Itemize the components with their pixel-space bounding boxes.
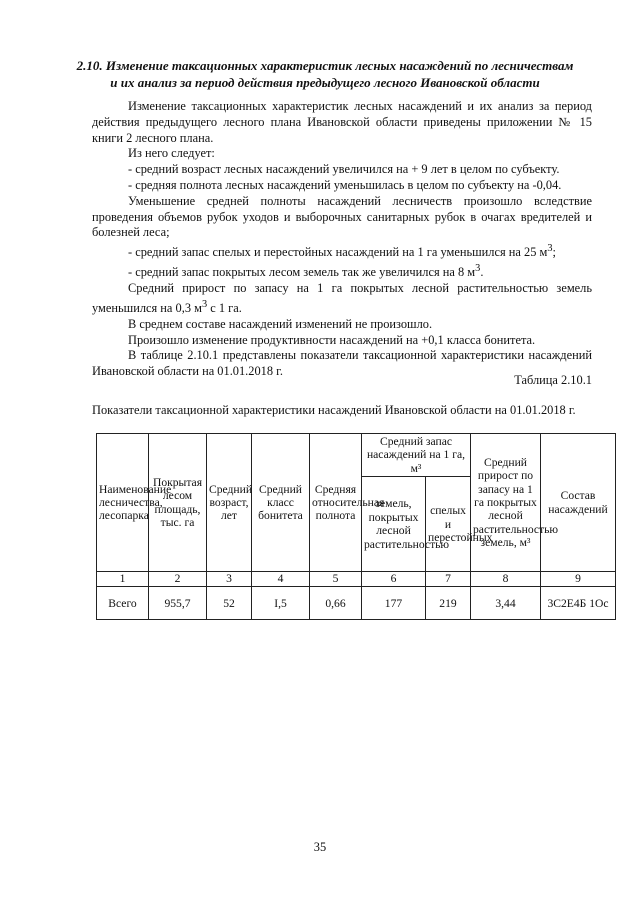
paragraph-density-reason: Уменьшение средней полноты насаждений лесничеств произошло вследствие проведения объемов рубок уходов и выборочных санитарных рубок в очагах вредителей и болезней леса; [92, 193, 592, 240]
header-bonitet: Средний класс бонитета [252, 434, 310, 572]
header-age: Средний возраст, лет [207, 434, 252, 572]
table-title: Показатели таксационной характеристики насаждений Ивановской области на 01.01.2018 г. [92, 403, 576, 417]
body-text [92, 99, 592, 380]
cell-increment: 3,44 [471, 587, 541, 620]
header-increment: Средний прирост по запасу на 1 га покрытых лесной растительностью земель, м³ [471, 434, 541, 572]
column-number: 8 [471, 572, 541, 587]
column-number: 1 [97, 572, 149, 587]
cell-composition: 3С2Е4Б 1Ос [541, 587, 616, 620]
paragraph-productivity: Произошло изменение продуктивности насаждений на +0,1 класса бонитета. [128, 332, 536, 347]
cell-age: 52 [207, 587, 252, 620]
column-number: 7 [426, 572, 471, 587]
cell-name: Всего [97, 587, 149, 620]
header-composition: Состав насаждений [541, 434, 616, 572]
section-heading [60, 57, 590, 91]
column-number: 6 [362, 572, 426, 587]
cell-stock-mature: 219 [426, 587, 471, 620]
column-number: 5 [310, 572, 362, 587]
paragraph-age: - средний возраст лесных насаждений увеличился на + 9 лет в целом по субъекту. [128, 162, 560, 177]
column-number-row [97, 572, 616, 587]
cell-stock-covered: 177 [362, 587, 426, 620]
table-row [97, 587, 616, 620]
header-stock-mature: спелых и перестойных [426, 477, 471, 572]
paragraph-covered-stock: - средний запас покрытых лесом земель так же увеличился на 8 $м^3$. [128, 263, 484, 280]
paragraph-intro: Изменение таксационных характеристик лесных насаждений и их анализ за период действия предыдущего лесного плана Ивановской области приведены приложении № 15 книги 2 лесного плана. [92, 99, 592, 145]
header-density: Средняя относительная полнота [310, 434, 362, 572]
paragraph-increment: Средний прирост по запасу на 1 га покрытых лесной растительностью земель уменьшился на 0,3 $м^3$ с 1 га. [92, 281, 592, 315]
paragraph-composition: В среднем составе насаждений изменений не произошло. [128, 316, 433, 331]
heading-line-2: и их анализ за период действия предыдущего лесного Ивановской области [110, 75, 540, 90]
header-area: Покрытая лесом площадь, тыс. га [149, 434, 207, 572]
column-number: 3 [207, 572, 252, 587]
paragraph-mature-stock: - средний запас спелых и перестойных насаждений на 1 га уменьшился на 25 $м^3$; [128, 243, 556, 260]
table-caption: Таблица 2.10.1 [514, 373, 592, 387]
paragraph-table-ref: В таблице 2.10.1 представлены показатели таксационной характеристики насаждений Ивановской области на 01.01.2018 г. [92, 348, 592, 379]
page-number: 35 [313, 840, 327, 854]
column-number: 2 [149, 572, 207, 587]
header-name: Наименование лесничества, лесопарка [97, 434, 149, 572]
cell-density: 0,66 [310, 587, 362, 620]
heading-line-1: 2.10. Изменение таксационных характеристик лесных насаждений по лесничествам [76, 58, 574, 73]
header-stock-group: Средний запас насаждений на 1 га, м³ [362, 434, 471, 477]
column-number: 4 [252, 572, 310, 587]
paragraph-follows: Из него следует: [128, 146, 215, 161]
header-stock-covered: земель, покрытых лесной растительностью [362, 477, 426, 572]
cell-bonitet: I,5 [252, 587, 310, 620]
column-number: 9 [541, 572, 616, 587]
cell-area: 955,7 [149, 587, 207, 620]
paragraph-density: - средняя полнота лесных насаждений уменьшилась в целом по субъекту на -0,04. [128, 177, 562, 192]
taxation-table [96, 433, 616, 620]
